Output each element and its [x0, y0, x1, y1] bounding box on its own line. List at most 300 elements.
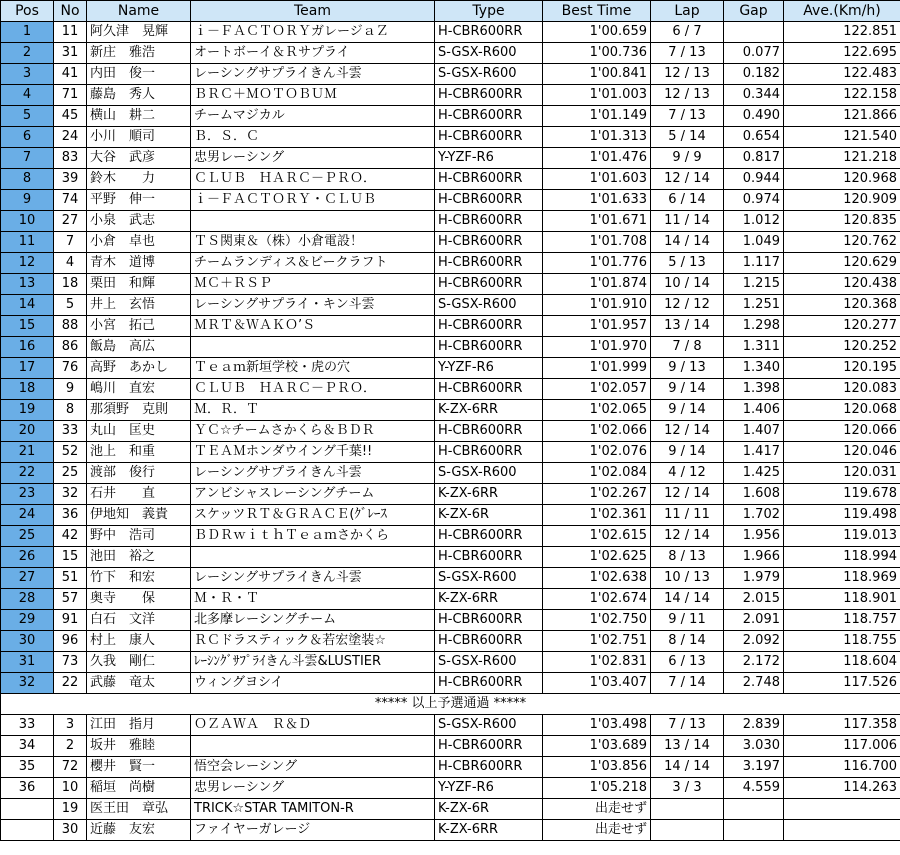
cell-ave: 120.909	[784, 190, 900, 211]
table-row	[1, 22, 900, 43]
cell-lap: 9 / 14	[651, 379, 724, 400]
cell-lap: 9 / 14	[651, 400, 724, 421]
cell-ave: 120.066	[784, 421, 900, 442]
cell-type: H-CBR600RR	[435, 106, 543, 127]
cell-gap	[724, 799, 784, 820]
cell-best-time: 1'02.615	[543, 526, 651, 547]
cell-best-time: 1'01.671	[543, 211, 651, 232]
cell-type: H-CBR600RR	[435, 757, 543, 778]
cell-no: 27	[54, 211, 87, 232]
cell-team: レーシングサプライ・キン斗雲	[191, 295, 435, 316]
cell-lap: 9 / 9	[651, 148, 724, 169]
header-row	[1, 1, 900, 22]
cell-type: H-CBR600RR	[435, 232, 543, 253]
cell-pos: 2	[1, 43, 54, 64]
cell-ave: 118.757	[784, 610, 900, 631]
cell-ave: 121.540	[784, 127, 900, 148]
cell-lap: 8 / 13	[651, 547, 724, 568]
cell-team: スケッツＲＴ＆ＧＲＡＣＥ(ｸﾞﾚｰｽ	[191, 505, 435, 526]
cell-name: 嶋川 直宏	[87, 379, 191, 400]
cell-team: ＣＬＵＢ ＨＡＲＣ－ＰＲＯ．	[191, 379, 435, 400]
cell-name: 井上 玄悟	[87, 295, 191, 316]
cell-team: ＢＤＲｗｉｔｈＴｅａｍさかくら	[191, 526, 435, 547]
cell-lap: 14 / 14	[651, 232, 724, 253]
cell-name: 鈴木 力	[87, 169, 191, 190]
cell-type: Y-YZF-R6	[435, 778, 543, 799]
cell-no: 42	[54, 526, 87, 547]
cell-ave: 117.358	[784, 715, 900, 736]
cell-pos: 26	[1, 547, 54, 568]
cell-name: 池上 和重	[87, 442, 191, 463]
cell-lap: 12 / 12	[651, 295, 724, 316]
cell-no: 91	[54, 610, 87, 631]
cell-gap: 0.817	[724, 148, 784, 169]
cell-pos: 13	[1, 274, 54, 295]
cell-ave: 120.968	[784, 169, 900, 190]
cell-ave: 118.994	[784, 547, 900, 568]
cell-team: ウィングヨシイ	[191, 673, 435, 694]
header-team: Team	[191, 1, 435, 22]
cell-team: Ｍ・Ｒ・Ｔ	[191, 589, 435, 610]
cell-lap: 14 / 14	[651, 589, 724, 610]
cell-pos: 8	[1, 169, 54, 190]
table-row	[1, 190, 900, 211]
cell-name: 小川 順司	[87, 127, 191, 148]
table-row	[1, 358, 900, 379]
cell-ave: 122.483	[784, 64, 900, 85]
cell-gap: 0.344	[724, 85, 784, 106]
cell-team: Ｂ．Ｓ．Ｃ	[191, 127, 435, 148]
cell-team: 悟空会レーシング	[191, 757, 435, 778]
cell-type: H-CBR600RR	[435, 316, 543, 337]
cell-lap: 12 / 14	[651, 169, 724, 190]
table-row	[1, 778, 900, 799]
table-row	[1, 127, 900, 148]
cell-team: チームランディス＆ビークラフト	[191, 253, 435, 274]
cell-name: 奥寺 保	[87, 589, 191, 610]
cell-pos: 36	[1, 778, 54, 799]
cell-no: 74	[54, 190, 87, 211]
cell-no: 11	[54, 22, 87, 43]
cell-ave: 118.901	[784, 589, 900, 610]
cell-ave: 120.762	[784, 232, 900, 253]
cell-ave: 119.678	[784, 484, 900, 505]
cell-lap: 10 / 14	[651, 274, 724, 295]
cell-gap: 1.956	[724, 526, 784, 547]
cell-name: 内田 俊一	[87, 64, 191, 85]
cell-lap: 4 / 12	[651, 463, 724, 484]
cell-type: H-CBR600RR	[435, 673, 543, 694]
cell-ave: 120.835	[784, 211, 900, 232]
cell-name: 飯島 高広	[87, 337, 191, 358]
cell-lap: 11 / 11	[651, 505, 724, 526]
cell-name: 村上 康人	[87, 631, 191, 652]
cell-ave	[784, 820, 900, 841]
header-pos: Pos	[1, 1, 54, 22]
cell-gap: 2.839	[724, 715, 784, 736]
cell-lap: 3 / 3	[651, 778, 724, 799]
cell-no: 39	[54, 169, 87, 190]
cell-ave: 117.526	[784, 673, 900, 694]
cell-pos: 22	[1, 463, 54, 484]
cell-best-time: 1'01.776	[543, 253, 651, 274]
cell-type: K-ZX-6RR	[435, 400, 543, 421]
cell-pos: 24	[1, 505, 54, 526]
cell-pos: 27	[1, 568, 54, 589]
cell-gap: 0.077	[724, 43, 784, 64]
cell-gap	[724, 820, 784, 841]
cell-best-time: 1'01.999	[543, 358, 651, 379]
cell-type: H-CBR600RR	[435, 127, 543, 148]
cell-type: K-ZX-6R	[435, 799, 543, 820]
cell-gap: 0.654	[724, 127, 784, 148]
cell-gap: 1.117	[724, 253, 784, 274]
cell-team: 忠男レーシング	[191, 778, 435, 799]
cell-name: 櫻井 賢一	[87, 757, 191, 778]
cell-team: ＯＺＡＷＡ Ｒ＆Ｄ	[191, 715, 435, 736]
cell-no: 33	[54, 421, 87, 442]
cell-best-time: 1'01.957	[543, 316, 651, 337]
cell-type: H-CBR600RR	[435, 526, 543, 547]
cell-name: 阿久津 晃輝	[87, 22, 191, 43]
cell-lap: 12 / 14	[651, 526, 724, 547]
cell-best-time: 1'01.476	[543, 148, 651, 169]
table-row	[1, 463, 900, 484]
table-row	[1, 400, 900, 421]
cell-best-time: 1'02.674	[543, 589, 651, 610]
cell-ave: 120.252	[784, 337, 900, 358]
table-row	[1, 253, 900, 274]
cell-team: Ｍ．Ｒ．Ｔ	[191, 400, 435, 421]
cell-type: K-ZX-6RR	[435, 820, 543, 841]
cell-ave	[784, 799, 900, 820]
table-row	[1, 64, 900, 85]
cell-type: H-CBR600RR	[435, 211, 543, 232]
cell-gap: 1.049	[724, 232, 784, 253]
cell-no: 15	[54, 547, 87, 568]
qualifying-separator-row	[1, 694, 900, 715]
table-row	[1, 85, 900, 106]
table-row	[1, 232, 900, 253]
cell-ave: 122.158	[784, 85, 900, 106]
header-no: No	[54, 1, 87, 22]
cell-type: H-CBR600RR	[435, 610, 543, 631]
cell-best-time: 1'00.841	[543, 64, 651, 85]
cell-pos: 5	[1, 106, 54, 127]
cell-no: 30	[54, 820, 87, 841]
cell-best-time: 1'03.689	[543, 736, 651, 757]
cell-best-time: 1'01.003	[543, 85, 651, 106]
cell-gap: 2.091	[724, 610, 784, 631]
cell-pos: 30	[1, 631, 54, 652]
table-row	[1, 589, 900, 610]
cell-no: 73	[54, 652, 87, 673]
cell-gap: 1.340	[724, 358, 784, 379]
cell-best-time: 1'01.149	[543, 106, 651, 127]
cell-pos: 17	[1, 358, 54, 379]
cell-best-time: 1'01.970	[543, 337, 651, 358]
cell-team: オートボーイ＆Ｒサプライ	[191, 43, 435, 64]
cell-team: ＭＣ＋ＲＳＰ	[191, 274, 435, 295]
cell-gap: 0.944	[724, 169, 784, 190]
cell-lap: 12 / 14	[651, 484, 724, 505]
table-row	[1, 169, 900, 190]
cell-gap: 2.172	[724, 652, 784, 673]
cell-best-time: 1'03.498	[543, 715, 651, 736]
cell-type: H-CBR600RR	[435, 22, 543, 43]
cell-gap: 1.966	[724, 547, 784, 568]
header-best-time: Best Time	[543, 1, 651, 22]
cell-ave: 120.629	[784, 253, 900, 274]
cell-type: K-ZX-6RR	[435, 589, 543, 610]
table-row	[1, 715, 900, 736]
cell-lap: 14 / 14	[651, 757, 724, 778]
table-row	[1, 43, 900, 64]
cell-lap: 9 / 11	[651, 610, 724, 631]
cell-best-time: 1'02.751	[543, 631, 651, 652]
cell-best-time: 1'03.856	[543, 757, 651, 778]
cell-gap: 2.092	[724, 631, 784, 652]
cell-team	[191, 736, 435, 757]
cell-lap: 12 / 13	[651, 85, 724, 106]
cell-team	[191, 211, 435, 232]
cell-pos: 34	[1, 736, 54, 757]
cell-team: ｉ－ＦＡＣＴＯＲＹ・ＣＬＵＢ	[191, 190, 435, 211]
results-body	[1, 22, 900, 841]
cell-no: 88	[54, 316, 87, 337]
cell-name: 藤島 秀人	[87, 85, 191, 106]
cell-best-time: 1'01.603	[543, 169, 651, 190]
cell-gap	[724, 22, 784, 43]
cell-pos: 14	[1, 295, 54, 316]
cell-no: 83	[54, 148, 87, 169]
table-row	[1, 799, 900, 820]
cell-ave: 117.006	[784, 736, 900, 757]
cell-name: 栗田 和輝	[87, 274, 191, 295]
cell-gap: 4.559	[724, 778, 784, 799]
cell-type: S-GSX-R600	[435, 715, 543, 736]
cell-gap: 1.012	[724, 211, 784, 232]
cell-lap: 10 / 13	[651, 568, 724, 589]
cell-name: 石井 直	[87, 484, 191, 505]
cell-no: 24	[54, 127, 87, 148]
cell-lap: 12 / 13	[651, 64, 724, 85]
cell-no: 76	[54, 358, 87, 379]
table-row	[1, 295, 900, 316]
cell-no: 10	[54, 778, 87, 799]
cell-no: 25	[54, 463, 87, 484]
cell-gap: 1.251	[724, 295, 784, 316]
header-type: Type	[435, 1, 543, 22]
cell-best-time: 出走せず	[543, 820, 651, 841]
cell-pos: 19	[1, 400, 54, 421]
cell-pos	[1, 799, 54, 820]
cell-type: H-CBR600RR	[435, 85, 543, 106]
cell-team: ﾚｰｼﾝｸﾞｻﾌﾟﾗｲきん斗雲&LUSTIER	[191, 652, 435, 673]
cell-no: 18	[54, 274, 87, 295]
cell-pos: 35	[1, 757, 54, 778]
cell-lap: 6 / 13	[651, 652, 724, 673]
cell-name: 渡部 俊行	[87, 463, 191, 484]
cell-best-time: 1'02.638	[543, 568, 651, 589]
cell-pos: 11	[1, 232, 54, 253]
cell-lap: 5 / 13	[651, 253, 724, 274]
cell-pos: 29	[1, 610, 54, 631]
cell-type: Y-YZF-R6	[435, 358, 543, 379]
cell-ave: 122.695	[784, 43, 900, 64]
cell-pos: 6	[1, 127, 54, 148]
cell-name: 小倉 卓也	[87, 232, 191, 253]
cell-gap: 1.311	[724, 337, 784, 358]
cell-best-time: 1'02.267	[543, 484, 651, 505]
cell-name: 平野 伸一	[87, 190, 191, 211]
cell-best-time: 1'02.750	[543, 610, 651, 631]
cell-gap: 1.417	[724, 442, 784, 463]
cell-ave: 120.438	[784, 274, 900, 295]
table-row	[1, 148, 900, 169]
cell-team: ＲＣドラスティック＆若宏塗装☆	[191, 631, 435, 652]
cell-gap: 0.974	[724, 190, 784, 211]
cell-best-time: 1'00.659	[543, 22, 651, 43]
table-row	[1, 337, 900, 358]
cell-ave: 122.851	[784, 22, 900, 43]
cell-pos: 10	[1, 211, 54, 232]
cell-ave: 121.866	[784, 106, 900, 127]
header-ave: Ave.(Km/h)	[784, 1, 900, 22]
cell-type: S-GSX-R600	[435, 295, 543, 316]
cell-pos: 16	[1, 337, 54, 358]
cell-ave: 118.604	[784, 652, 900, 673]
cell-name: 小泉 武志	[87, 211, 191, 232]
cell-team: 北多摩レーシングチーム	[191, 610, 435, 631]
cell-gap: 1.407	[724, 421, 784, 442]
cell-team: レーシングサプライきん斗雲	[191, 568, 435, 589]
cell-best-time: 1'02.831	[543, 652, 651, 673]
cell-type: H-CBR600RR	[435, 337, 543, 358]
cell-no: 32	[54, 484, 87, 505]
cell-no: 57	[54, 589, 87, 610]
cell-lap: 7 / 13	[651, 43, 724, 64]
cell-pos: 9	[1, 190, 54, 211]
cell-gap: 1.406	[724, 400, 784, 421]
cell-name: 伊地知 義貴	[87, 505, 191, 526]
cell-type: H-CBR600RR	[435, 190, 543, 211]
cell-type: H-CBR600RR	[435, 421, 543, 442]
cell-no: 7	[54, 232, 87, 253]
qualifying-separator: ***** 以上予選通過 *****	[1, 694, 900, 715]
cell-pos: 12	[1, 253, 54, 274]
cell-no: 8	[54, 400, 87, 421]
cell-lap: 6 / 7	[651, 22, 724, 43]
cell-pos: 1	[1, 22, 54, 43]
cell-name: 池田 裕之	[87, 547, 191, 568]
cell-team: ＴＥＡＭホンダウイング千葉!!	[191, 442, 435, 463]
cell-no: 3	[54, 715, 87, 736]
cell-type: S-GSX-R600	[435, 652, 543, 673]
cell-best-time: 1'05.218	[543, 778, 651, 799]
cell-gap: 1.398	[724, 379, 784, 400]
cell-type: H-CBR600RR	[435, 547, 543, 568]
cell-no: 31	[54, 43, 87, 64]
cell-ave: 119.013	[784, 526, 900, 547]
cell-pos: 3	[1, 64, 54, 85]
cell-type: H-CBR600RR	[435, 442, 543, 463]
cell-name: 新庄 雅浩	[87, 43, 191, 64]
cell-best-time: 1'02.066	[543, 421, 651, 442]
cell-pos: 28	[1, 589, 54, 610]
table-row	[1, 505, 900, 526]
cell-name: 久我 剛仁	[87, 652, 191, 673]
cell-type: K-ZX-6RR	[435, 484, 543, 505]
cell-name: 稲垣 尚樹	[87, 778, 191, 799]
cell-gap: 0.490	[724, 106, 784, 127]
cell-lap: 7 / 8	[651, 337, 724, 358]
cell-name: 野中 浩司	[87, 526, 191, 547]
cell-ave: 121.218	[784, 148, 900, 169]
table-row	[1, 757, 900, 778]
cell-pos: 18	[1, 379, 54, 400]
cell-ave: 120.277	[784, 316, 900, 337]
table-row	[1, 820, 900, 841]
header-gap: Gap	[724, 1, 784, 22]
cell-best-time: 1'01.313	[543, 127, 651, 148]
cell-no: 72	[54, 757, 87, 778]
cell-name: 近藤 友宏	[87, 820, 191, 841]
cell-no: 22	[54, 673, 87, 694]
cell-team: レーシングサプライきん斗雲	[191, 64, 435, 85]
cell-name: 大谷 武彦	[87, 148, 191, 169]
cell-team: ｉ－ＦＡＣＴＯＲＹガレージａＺ	[191, 22, 435, 43]
table-row	[1, 610, 900, 631]
cell-best-time: 出走せず	[543, 799, 651, 820]
cell-type: K-ZX-6R	[435, 505, 543, 526]
cell-lap: 12 / 14	[651, 421, 724, 442]
table-row	[1, 547, 900, 568]
cell-no: 86	[54, 337, 87, 358]
cell-no: 52	[54, 442, 87, 463]
table-row	[1, 274, 900, 295]
cell-no: 51	[54, 568, 87, 589]
cell-name: 白石 文洋	[87, 610, 191, 631]
table-row	[1, 379, 900, 400]
table-row	[1, 442, 900, 463]
cell-team: TRICK☆STAR TAMITON-R	[191, 799, 435, 820]
table-row	[1, 652, 900, 673]
cell-best-time: 1'02.084	[543, 463, 651, 484]
cell-team: レーシングサプライきん斗雲	[191, 463, 435, 484]
cell-no: 4	[54, 253, 87, 274]
cell-no: 36	[54, 505, 87, 526]
cell-name: 丸山 匡史	[87, 421, 191, 442]
cell-team: ＴＳ関東＆（株）小倉電設！	[191, 232, 435, 253]
cell-name: 横山 耕二	[87, 106, 191, 127]
cell-lap: 7 / 13	[651, 715, 724, 736]
cell-gap: 1.215	[724, 274, 784, 295]
cell-best-time: 1'01.874	[543, 274, 651, 295]
cell-no: 9	[54, 379, 87, 400]
cell-lap: 9 / 14	[651, 442, 724, 463]
cell-ave: 120.083	[784, 379, 900, 400]
table-row	[1, 631, 900, 652]
cell-best-time: 1'01.708	[543, 232, 651, 253]
cell-pos: 33	[1, 715, 54, 736]
cell-best-time: 1'00.736	[543, 43, 651, 64]
table-row	[1, 526, 900, 547]
cell-ave: 118.969	[784, 568, 900, 589]
cell-type: S-GSX-R600	[435, 64, 543, 85]
cell-best-time: 1'02.361	[543, 505, 651, 526]
cell-ave: 120.046	[784, 442, 900, 463]
